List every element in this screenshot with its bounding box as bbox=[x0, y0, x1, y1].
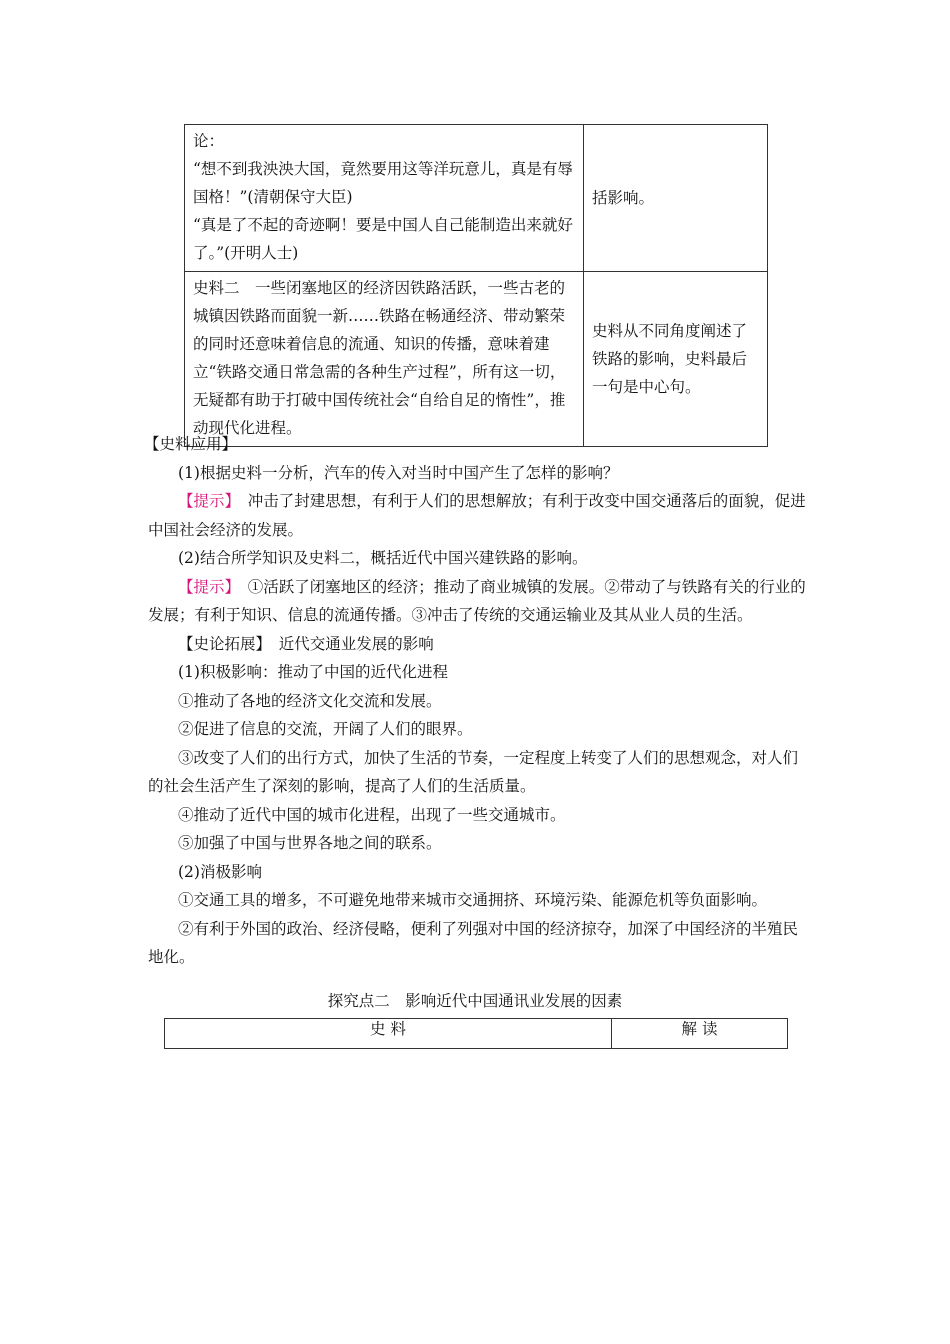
source-text: “想不到我泱泱大国，竟然要用这等洋玩意儿，真是有辱国格！”(清朝保守大臣) bbox=[193, 160, 573, 206]
interpretation-cell: 史料从不同角度阐述了铁路的影响，史料最后一句是中心句。 bbox=[584, 272, 768, 447]
application-heading: 【史料应用】 bbox=[144, 435, 238, 453]
source-cell: 史料二 一些闭塞地区的经济因铁路活跃，一些古老的城镇因铁路而面貌一新……铁路在畅通经济、带动繁荣的同时还意味着信息的流通、知识的传播，意味着建立“铁路交通日常急需的各种生产过程”，所有这一切，无疑都有助于打破中国传统社会“自给自足的惰性”，推动现代化进程。 bbox=[185, 272, 584, 447]
source-table bbox=[184, 124, 768, 447]
section2-table bbox=[164, 1018, 788, 1049]
hint-label: 【提示】 bbox=[178, 492, 233, 510]
list-item: ⑤加强了中国与世界各地之间的联系。 bbox=[178, 834, 442, 852]
source-text: “真是了不起的奇迹啊！要是中国人自己能制造出来就好了。”(开明人士) bbox=[193, 216, 573, 262]
section-title: 探究点二 影响近代中国通讯业发展的因素 bbox=[327, 992, 623, 1010]
question-1: (1)根据史料一分析，汽车的传入对当时中国产生了怎样的影响？ bbox=[178, 463, 619, 482]
list-item: ①推动了各地的经济文化交流和发展。 bbox=[178, 691, 442, 710]
table-row bbox=[185, 272, 768, 447]
negative-title: (2)消极影响 bbox=[178, 862, 262, 881]
table-row bbox=[185, 125, 768, 272]
table-header-row bbox=[165, 1019, 788, 1049]
list-item: ②促进了信息的交流，开阔了人们的眼界。 bbox=[178, 720, 473, 738]
list-item: ②有利于外国的政治、经济侵略，便利了列强对中国的经济掠夺，加深了中国经济的半殖民地化。 bbox=[148, 919, 799, 966]
extension-heading: 【史论拓展】 近代交通业发展的影响 bbox=[178, 634, 434, 653]
answer-2: 【提示】 ①活跃了闭塞地区的经济；推动了商业城镇的发展。②带动了与铁路有关的行业的发展；有利于知识、信息的流通传播。③冲击了传统的交通运输业及其从业人员的生活。 bbox=[148, 577, 806, 624]
list-item: ④推动了近代中国的城市化进程，出现了一些交通城市。 bbox=[178, 805, 566, 824]
interpretation-cell: 括影响。 bbox=[584, 125, 768, 272]
answer-1: 【提示】 冲击了封建思想，有利于人们的思想解放；有利于改变中国交通落后的面貌，促进中国社会经济的发展。 bbox=[148, 492, 806, 539]
hint-label: 【提示】 bbox=[178, 577, 233, 596]
positive-title: (1)积极影响：推动了中国的近代化进程 bbox=[178, 663, 448, 681]
question-2: (2)结合所学知识及史料二，概括近代中国兴建铁路的影响。 bbox=[178, 549, 588, 567]
source-cell bbox=[185, 125, 584, 272]
list-item: ③改变了人们的出行方式，加快了生活的节奏，一定程度上转变了人们的思想观念，对人们的社会生活产生了深刻的影响，提高了人们的生活质量。 bbox=[148, 748, 799, 795]
column-header-interpretation: 解 读 bbox=[612, 1019, 788, 1049]
source-text: 论： bbox=[193, 132, 225, 150]
column-header-source: 史 料 bbox=[165, 1019, 612, 1049]
list-item: ①交通工具的增多，不可避免地带来城市交通拥挤、环境污染、能源危机等负面影响。 bbox=[178, 891, 768, 909]
main-text bbox=[144, 430, 810, 972]
